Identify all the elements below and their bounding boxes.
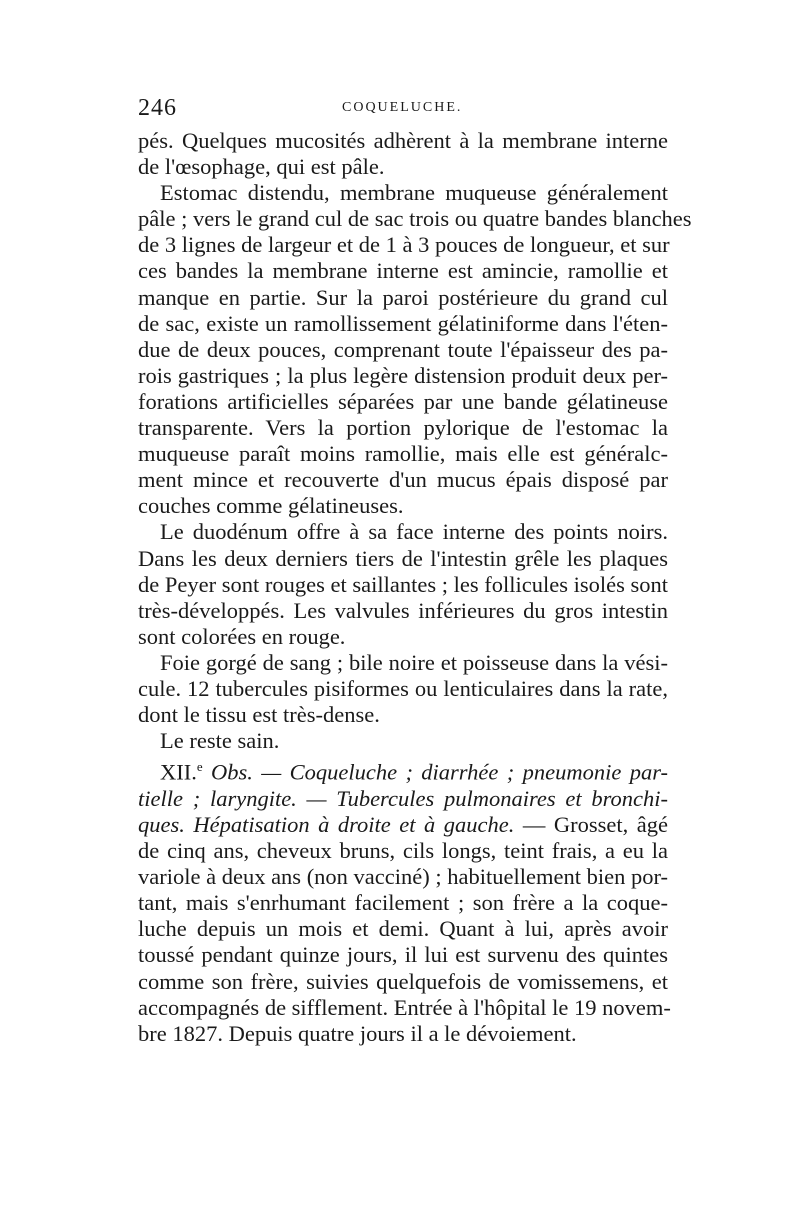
italic-run: ques. Hépatisation à droite et à gauche. (138, 811, 515, 837)
text-line: ment mince et recouverte d'un mucus épais disposé par (138, 467, 668, 493)
text-line: cule. 12 tubercules pisiformes ou lenticulaires dans la rate, (138, 675, 668, 701)
page-header (138, 95, 668, 125)
text-line: Foie gorgé de sang ; bile noire et poisseuse dans la vési- (160, 649, 668, 675)
text-run: XII. (160, 759, 197, 785)
body-text (138, 128, 692, 1047)
text-run: — Grosset, âgé (514, 811, 668, 837)
text-line: Le reste sain. (160, 728, 280, 754)
italic-run: Obs. — Coqueluche ; diarrhée ; pneumonie par- (202, 759, 668, 785)
text-line: forations artificielles séparées par une bande gélatineuse (138, 388, 668, 414)
text-line: comme son frère, suivies quelquefois de vomissemens, et (138, 968, 668, 994)
text-line: variole à deux ans (non vacciné) ; habituellement bien por- (138, 864, 668, 890)
text-line: manque en partie. Sur la paroi postérieure du grand cul (138, 284, 668, 310)
text-line (138, 812, 668, 838)
text-line: dont le tissu est très-dense. (138, 702, 380, 728)
text-line: Estomac distendu, membrane muqueuse généralement (160, 180, 668, 206)
text-line: due de deux pouces, comprenant toute l'épaisseur des pa- (138, 336, 668, 362)
text-line: accompagnés de sifflement. Entrée à l'hôpital le 19 novem- (138, 994, 671, 1020)
text-line: pés. Quelques mucosités adhèrent à la membrane interne (138, 128, 668, 153)
text-line: couches comme gélatineuses. (138, 493, 404, 519)
text-line: ces bandes la membrane interne est amincie, ramollie et (138, 258, 668, 284)
text-line: de cinq ans, cheveux bruns, cils longs, teint frais, a eu la (138, 838, 668, 864)
text-line: de 3 lignes de largeur et de 1 à 3 pouces de longueur, et sur (138, 232, 670, 258)
text-line: Dans les deux derniers tiers de l'intestin grêle les plaques (138, 545, 668, 571)
text-line (138, 786, 668, 812)
text-line: bre 1827. Depuis quatre jours il a le dévoiement. (138, 1020, 577, 1046)
running-head: COQUELUCHE. (342, 100, 463, 115)
text-line: de l'œsophage, qui est pâle. (138, 154, 385, 180)
text-line: sont colorées en rouge. (138, 623, 346, 649)
text-line: de sac, existe un ramollissement gélatiniforme dans l'éten- (138, 310, 668, 336)
text-line: luche depuis un mois et demi. Quant à lui, après avoir (138, 916, 668, 942)
text-line: Le duodénum offre à sa face interne des points noirs. (160, 519, 668, 545)
italic-run: tielle ; laryngite. — Tubercules pulmonaires et bronchi- (138, 785, 668, 811)
text-line: pâle ; vers le grand cul de sac trois ou quatre bandes blanches (138, 206, 692, 232)
text-line: toussé pendant quinze jours, il lui est survenu des quintes (138, 942, 668, 968)
text-run: e (196, 759, 203, 775)
text-line: tant, mais s'enrhumant facilement ; son frère a la coque- (138, 890, 668, 916)
text-line: de Peyer sont rouges et saillantes ; les follicules isolés sont (138, 571, 668, 597)
text-line: rois gastriques ; la plus legère distension produit deux per- (138, 362, 668, 388)
text-line: très-développés. Les valvules inférieures du gros intestin (138, 597, 668, 623)
text-line: transparente. Vers la portion pylorique de l'estomac la (138, 415, 668, 441)
page-number: 246 (138, 95, 177, 121)
text-line (138, 754, 668, 786)
text-line: muqueuse paraît moins ramollie, mais elle est généralc- (138, 441, 668, 467)
